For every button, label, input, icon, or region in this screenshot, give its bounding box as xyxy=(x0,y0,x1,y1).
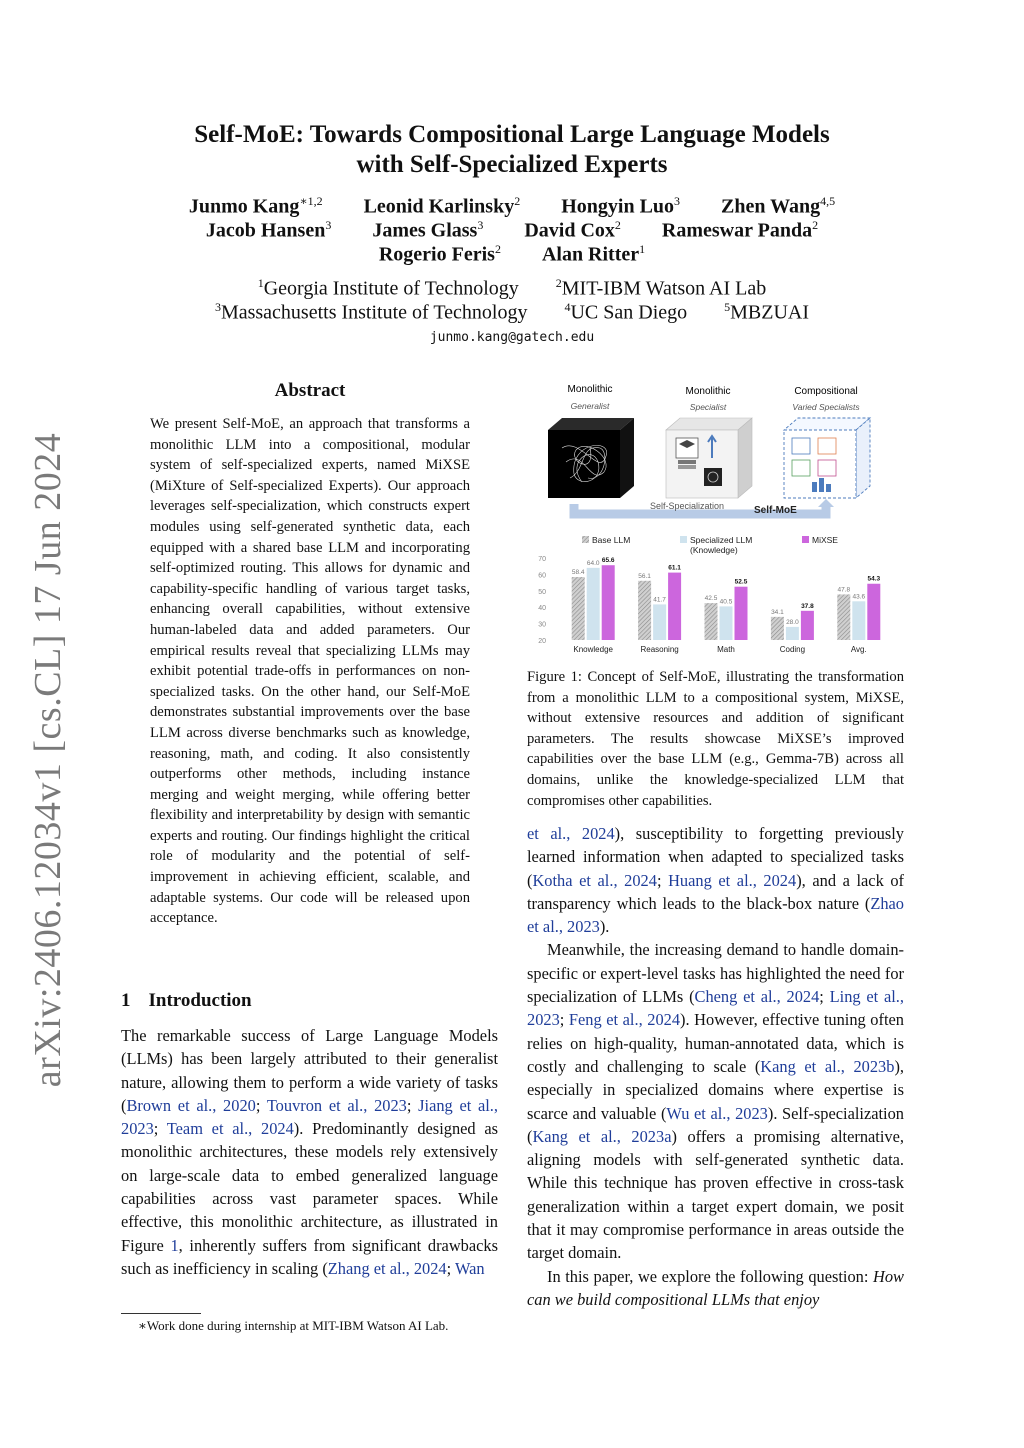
section-title: Introduction xyxy=(148,990,252,1011)
bar xyxy=(638,581,651,640)
section-heading-introduction xyxy=(121,990,252,1012)
x-tick-label: Reasoning xyxy=(640,645,679,654)
bar-value-label: 54.3 xyxy=(867,575,881,583)
results-bar-chart xyxy=(538,535,880,654)
bar xyxy=(602,565,615,640)
paragraph-text: ; xyxy=(255,1095,267,1115)
legend-swatch xyxy=(802,536,809,543)
author: Jacob Hansen$^3$ xyxy=(205,218,332,242)
author: Hongyin Luo$^3$ xyxy=(561,194,681,218)
author-row-1 xyxy=(0,194,1024,219)
self-specialization-arrow xyxy=(574,499,834,516)
title-line-2: with Self-Specialized Experts xyxy=(356,151,668,178)
specialist-cube-icon xyxy=(666,418,752,498)
figure-svg xyxy=(530,378,902,660)
research-question: How can we build compositional LLMs that enjoy xyxy=(527,1266,904,1309)
y-tick-label: 20 xyxy=(538,638,546,645)
citation-link[interactable]: Wu et al., 2023 xyxy=(666,1103,768,1123)
author-row-2 xyxy=(0,218,1024,243)
paragraph-text: ), susceptibility to forgetting previously learned information when adapted to specialized tasks ( xyxy=(527,824,904,890)
author: Junmo Kang$^{∗1,2}$ xyxy=(188,194,323,218)
affiliation-row-1 xyxy=(0,276,1024,301)
y-tick-label: 60 xyxy=(538,572,546,580)
legend-label: (Knowledge) xyxy=(690,545,738,555)
bar-value-label: 43.6 xyxy=(852,593,866,601)
citation-link[interactable]: Kang et al., 2023b xyxy=(760,1056,895,1076)
paragraph-text: ), especially in specialized domains where expertise is scarce and valuable ( xyxy=(527,1056,905,1123)
bar-value-label: 65.6 xyxy=(601,557,615,565)
generalist-cube-icon xyxy=(548,418,634,498)
paragraph-text: ), and a lack of transparency which leads to the black-box nature ( xyxy=(527,870,905,913)
citation-link[interactable]: Feng et al., 2024 xyxy=(568,1010,681,1030)
affiliation: $^2$MIT-IBM Watson AI Lab xyxy=(555,276,767,300)
bar-value-label: 34.1 xyxy=(771,608,784,616)
paper-title xyxy=(0,120,1024,180)
bar xyxy=(653,604,666,640)
author: James Glass$^3$ xyxy=(372,218,484,242)
legend-swatch xyxy=(582,536,589,543)
panel-subtitle: Generalist xyxy=(570,401,610,411)
bar-value-label: 41.7 xyxy=(653,596,666,604)
citation-link[interactable]: Touvron et al., 2023 xyxy=(266,1095,407,1115)
citation-link[interactable]: Brown et al., 2020 xyxy=(126,1095,256,1115)
x-tick-label: Avg. xyxy=(850,645,867,654)
bar-value-label: 37.8 xyxy=(801,602,814,610)
y-tick-label: 70 xyxy=(538,556,546,563)
bar xyxy=(771,617,784,640)
arxiv-sidebar xyxy=(27,432,69,1088)
paragraph-text: ; xyxy=(446,1258,455,1278)
y-tick-label: 30 xyxy=(538,621,546,629)
bar xyxy=(668,573,681,640)
intro-paragraph xyxy=(121,1024,498,1280)
intro-paragraph xyxy=(527,822,904,938)
author: Rameswar Panda$^2$ xyxy=(661,218,819,242)
paragraph-text: , inherently suffers from significant drawbacks such as inefficiency in scaling ( xyxy=(121,1235,498,1278)
citation-link[interactable]: 1 xyxy=(170,1235,179,1255)
title-line-1: Self-MoE: Towards Compositional Large Language Models xyxy=(194,121,830,148)
paragraph-text: ; xyxy=(153,1119,167,1139)
citation-link[interactable]: et al., 2024 xyxy=(527,824,615,843)
arrow-label: Self-Specialization xyxy=(650,501,725,511)
footnote-rule xyxy=(121,1313,201,1314)
affiliation-row-2 xyxy=(0,300,1024,325)
paragraph-text: In this paper, we explore the following question: xyxy=(547,1266,869,1286)
intro-paragraph xyxy=(527,938,904,1264)
panel-subtitle: Varied Specialists xyxy=(792,402,860,412)
paragraph-text: Meanwhile, the increasing demand to handle domain-specific or expert-level tasks has highlighted the need for specialization of LLMs ( xyxy=(527,940,904,1007)
author: David Cox$^2$ xyxy=(524,218,621,242)
bar xyxy=(786,627,799,640)
intro-paragraph xyxy=(527,1265,904,1312)
citation-link[interactable]: Kang et al., 2023a xyxy=(532,1126,672,1146)
paragraph-text: ; xyxy=(559,1010,569,1030)
citation-link[interactable]: Zhao et al., 2023 xyxy=(527,893,904,937)
bar xyxy=(720,606,733,640)
paragraph-text: ). xyxy=(599,917,610,937)
arxiv-identifier: arXiv:2406.12034v1 [cs.CL] 17 Jun 2024 xyxy=(27,432,69,1088)
bar-value-label: 28.0 xyxy=(786,618,799,626)
abstract-text: We present Self-MoE, an approach that transforms a monolithic LLM into a compositional, modular system of self-specialized experts, named MiXSE (MiXture of Self-specialized Experts). Our approach leverages self-specialization, which constructs expert modules using self-generated synthetic data, each equipped with a shared base LLM and incorporating self-optimized routing. This allows for dynamic and capability-specific handling of various target tasks, enhancing overall capabilities, without extensive human-labeled data and added parameters. Our empirical results reveal that specializing LLMs may exhibit potential trade-offs in performances on non-specialized tasks. On the other hand, our Self-MoE demonstrates substantial improvements over the base LLM across diverse benchmarks such as knowledge, reasoning, math, and coding. It also consistently outperforms other methods, including instance merging and weight merging, while offering better flexibility and interpretability by design with semantic experts and routing. Our findings highlight the critical role of modularity and the potential of self-improvement in achieving efficient, scalable, and adaptable systems. Our code will be released upon acceptance. xyxy=(150,416,470,927)
bar-value-label: 64.0 xyxy=(586,559,600,567)
footnote: ∗Work done during internship at MIT-IBM Watson AI Lab. xyxy=(138,1318,449,1333)
legend-label: Specialized LLM xyxy=(690,535,753,545)
panel-title: Compositional xyxy=(794,386,858,397)
bar-value-label: 58.4 xyxy=(571,569,585,577)
author: Alan Ritter$^1$ xyxy=(541,242,646,266)
paragraph-text: ; xyxy=(406,1095,419,1115)
bar-value-label: 61.1 xyxy=(668,564,681,572)
paragraph-text: ; xyxy=(656,870,669,890)
paragraph-text: ). Self-specialization ( xyxy=(527,1103,905,1146)
bar-value-label: 42.5 xyxy=(704,595,718,603)
bar xyxy=(867,584,880,640)
bar-value-label: 56.1 xyxy=(638,572,651,580)
legend-swatch xyxy=(680,536,687,543)
section-number: 1 xyxy=(121,990,131,1011)
x-tick-label: Coding xyxy=(779,645,806,654)
compositional-cube-icon xyxy=(784,418,870,498)
bar xyxy=(587,568,600,640)
bar xyxy=(837,594,850,640)
bar xyxy=(705,603,718,640)
y-tick-label: 50 xyxy=(538,588,546,596)
bar-value-label: 40.5 xyxy=(719,598,733,606)
arrow-target-label: Self-MoE xyxy=(754,505,797,516)
bar xyxy=(572,577,585,640)
paragraph-text: ). Predominantly designed as monolithic architectures, these models rely extensively on large-scale data to embed generalized language capabilities across vast parameter spaces. While effective, this monolithic architecture, as illustrated in Figure xyxy=(121,1119,498,1255)
author: Rogerio Feris$^2$ xyxy=(378,242,501,266)
paragraph-text: ) offers a promising alternative, aligning models with self-generated synthetic data. While this technique has proven effective in cross-task generalization within a target expert domain, we posit that it may compromise performance in areas outside the target domain. xyxy=(527,1126,904,1263)
bar xyxy=(852,601,865,640)
author-row-3 xyxy=(0,242,1024,267)
citation-link[interactable]: Zhang et al., 2024 xyxy=(327,1258,447,1278)
legend-label: Base LLM xyxy=(592,535,631,545)
citation-link[interactable]: Team et al., 2024 xyxy=(166,1119,294,1139)
bar xyxy=(735,587,748,640)
citation-link[interactable]: Kotha et al., 2024 xyxy=(532,870,657,890)
panel-title: Monolithic xyxy=(685,386,731,397)
author: Leonid Karlinsky$^2$ xyxy=(363,194,521,218)
y-tick-label: 40 xyxy=(538,605,546,613)
figure-1-caption: Figure 1: Concept of Self-MoE, illustrating the transformation from a monolithic LLM to a compositional system, MiXSE, without extensive resources and addition of significant parameters. The results showcase MiXSE’s improved capabilities over the base LLM (e.g., Gemma-7B) across all domains, unlike the knowledge-specialized LLM that compromises other capabilities. xyxy=(527,669,904,809)
author-email: junmo.kang@gatech.edu xyxy=(429,330,595,345)
panel-subtitle: Specialist xyxy=(689,402,727,412)
citation-link[interactable]: Jiang et al., 2023 xyxy=(121,1095,499,1139)
intro-left-column xyxy=(121,1024,498,1280)
citation-link[interactable]: Huang et al., 2024 xyxy=(668,870,797,890)
affiliation: $^4$UC San Diego xyxy=(564,300,688,324)
citation-link[interactable]: Cheng et al., 2024 xyxy=(694,987,820,1007)
bar-value-label: 52.5 xyxy=(734,578,748,586)
abstract-heading: Abstract xyxy=(274,380,346,401)
x-tick-label: Math xyxy=(717,645,735,654)
paragraph-text: ; xyxy=(819,987,830,1007)
affiliation: $^5$MBZUAI xyxy=(724,300,810,324)
bar xyxy=(801,611,814,640)
paragraph-text: The remarkable success of Large Language Models (LLMs) has been largely attributed to their generalist nature, allowing them to perform a wide variety of tasks ( xyxy=(121,1026,498,1115)
bar-value-label: 47.8 xyxy=(837,586,851,594)
citation-link[interactable]: Ling et al., 2023 xyxy=(527,987,904,1030)
paragraph-text: ). However, effective tuning often relies on high-quality, human-annotated data, which is costly and challenging to scale ( xyxy=(527,1010,904,1076)
affiliation: $^3$Massachusetts Institute of Technology xyxy=(214,300,528,324)
intro-right-column xyxy=(527,822,904,1311)
x-tick-label: Knowledge xyxy=(573,645,613,654)
figure-1 xyxy=(530,378,902,660)
legend-label: MiXSE xyxy=(812,535,838,545)
affiliation: $^1$Georgia Institute of Technology xyxy=(257,276,519,300)
citation-link[interactable]: Wan xyxy=(454,1258,485,1278)
author: Zhen Wang$^{4,5}$ xyxy=(721,194,836,218)
panel-title: Monolithic xyxy=(567,384,613,395)
